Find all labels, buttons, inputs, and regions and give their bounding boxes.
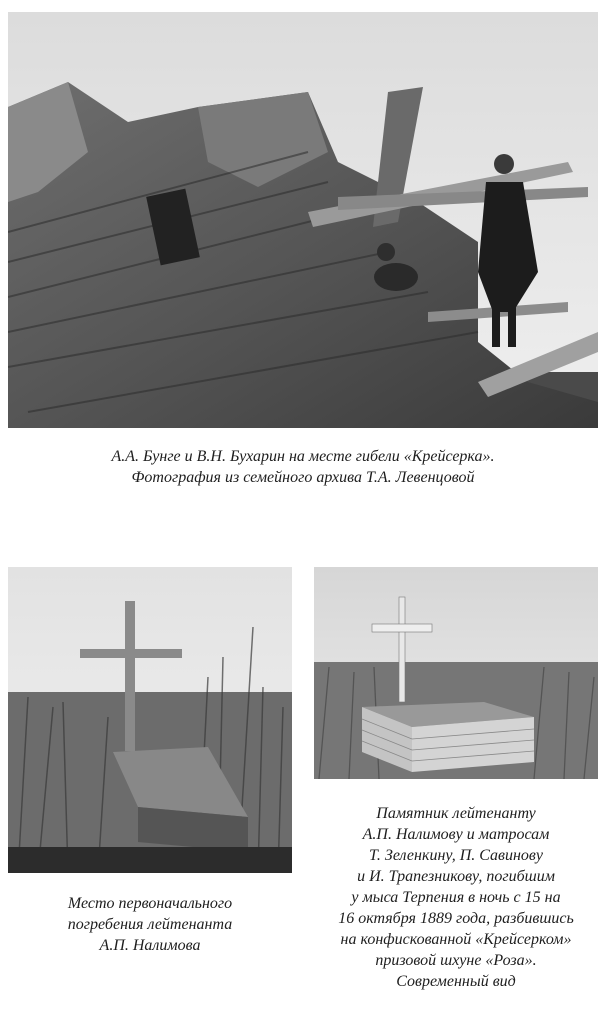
memorial-cross-photo bbox=[314, 567, 598, 779]
caption-line: у мыса Терпения в ночь с 15 на bbox=[351, 889, 561, 906]
caption-line: А.П. Налимова bbox=[99, 937, 201, 954]
shipwreck-photo-image bbox=[8, 12, 598, 428]
caption-line: погребения лейтенанта bbox=[67, 916, 233, 933]
caption-line: призовой шхуне «Роза». bbox=[375, 952, 537, 969]
caption-line: Т. Зеленкину, П. Савинову bbox=[369, 847, 543, 864]
memorial-cross-photo-image bbox=[314, 567, 598, 779]
top-photo-caption bbox=[8, 446, 598, 488]
caption-line: и И. Трапезникову, погибшим bbox=[357, 868, 555, 885]
caption-line: А.П. Налимову и матросам bbox=[362, 826, 550, 843]
caption-line: А.А. Бунге и В.Н. Бухарин на месте гибели «Крейсерка». bbox=[111, 448, 495, 465]
caption-line: Современный вид bbox=[396, 973, 516, 990]
cross-grave-photo-image bbox=[8, 567, 292, 873]
right-photo-caption bbox=[314, 803, 598, 992]
cross-grave-photo bbox=[8, 567, 292, 873]
shipwreck-photo bbox=[8, 12, 598, 428]
caption-line: Фотография из семейного архива Т.А. Левенцовой bbox=[131, 469, 475, 486]
caption-line: 16 октября 1889 года, разбившись bbox=[338, 910, 574, 927]
left-photo-caption bbox=[8, 893, 292, 956]
caption-line: Памятник лейтенанту bbox=[376, 805, 536, 822]
caption-line: на конфискованной «Крейсерком» bbox=[340, 931, 572, 948]
caption-line: Место первоначального bbox=[67, 895, 233, 912]
